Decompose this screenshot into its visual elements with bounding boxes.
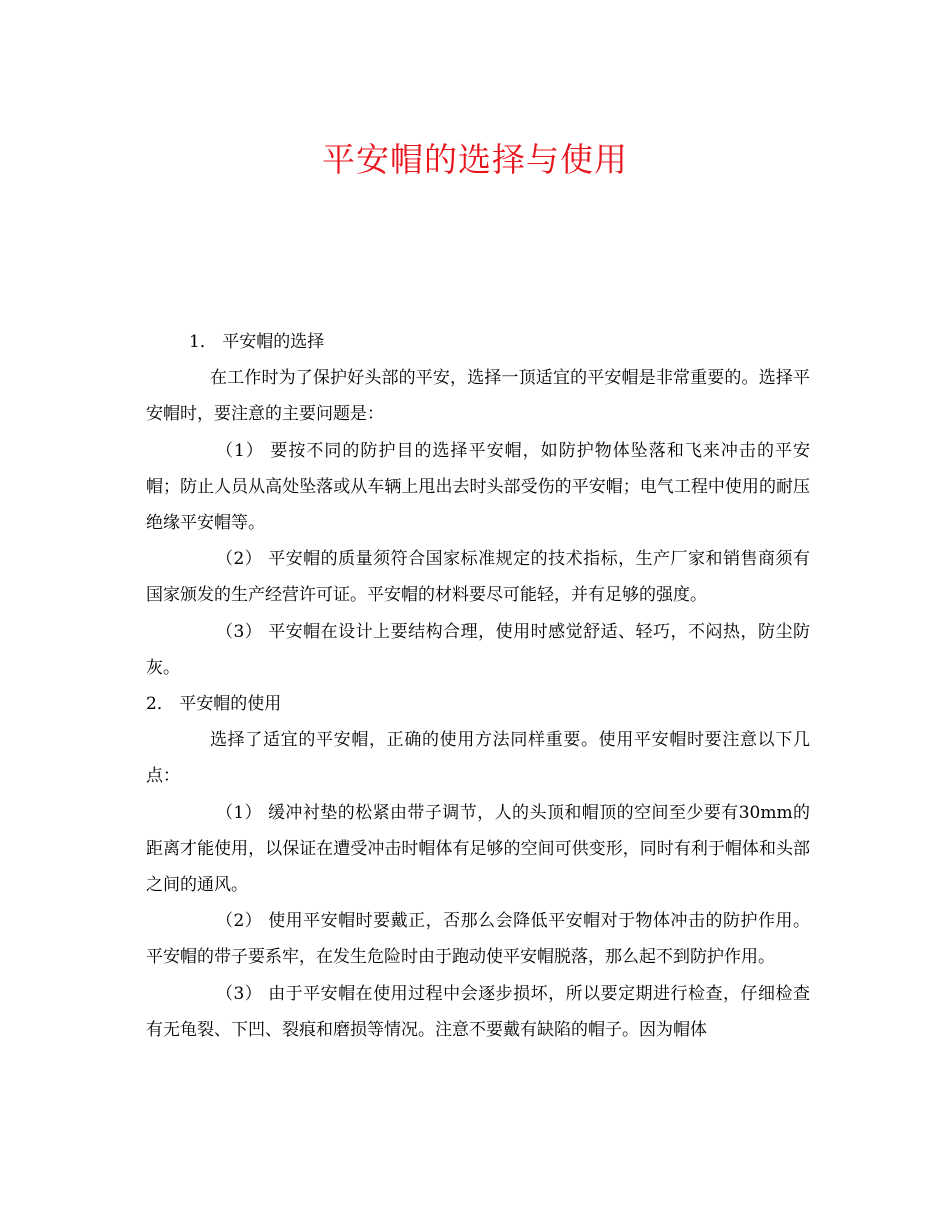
section-1-intro: 在工作时为了保护好头部的平安，选择一顶适宜的平安帽是非常重要的。选择平安帽时，要注意的主要问题是：: [146, 368, 810, 425]
section-2-intro: 选择了适宜的平安帽，正确的使用方法同样重要。使用平安帽时要注意以下几点：: [146, 730, 810, 787]
section-1-item-2: （2） 平安帽的质量须符合国家标准规定的技术指标，生产厂家和销售商须有国家颁发的生产经营许可证。平安帽的材料要尽可能轻，并有足够的强度。: [146, 549, 810, 606]
section-2-heading: 2． 平安帽的使用: [146, 694, 282, 715]
section-1-heading: 1． 平安帽的选择: [189, 332, 325, 352]
section-2-item-2: （2） 使用平安帽时要戴正，否那么会降低平安帽对于物体冲击的防护作用。平安帽的带子要系牢，在发生危险时由于跑动使平安帽脱落，那么起不到防护作用。: [146, 911, 810, 968]
document-title: 平安帽的选择与使用: [322, 140, 628, 179]
section-2-item-3: （3） 由于平安帽在使用过程中会逐步损坏，所以要定期进行检查，仔细检查有无龟裂、下凹、裂痕和磨损等情况。注意不要戴有缺陷的帽子。因为帽体: [146, 983, 810, 1040]
section-1-item-3: （3） 平安帽在设计上要结构合理，使用时感觉舒适、轻巧，不闷热，防尘防灰。: [146, 621, 810, 678]
document-body: [146, 324, 810, 1048]
section-1-item-1: （1） 要按不同的防护目的选择平安帽，如防护物体坠落和飞来冲击的平安帽；防止人员从高处坠落或从车辆上甩出去时头部受伤的平安帽；电气工程中使用的耐压绝缘平安帽等。: [146, 440, 810, 534]
section-2-item-1: （1） 缓冲衬垫的松紧由带子调节，人的头顶和帽顶的空间至少要有30mm的距离才能使用，以保证在遭受冲击时帽体有足够的空间可供变形，同时有利于帽体和头部之间的通风。: [146, 802, 810, 896]
